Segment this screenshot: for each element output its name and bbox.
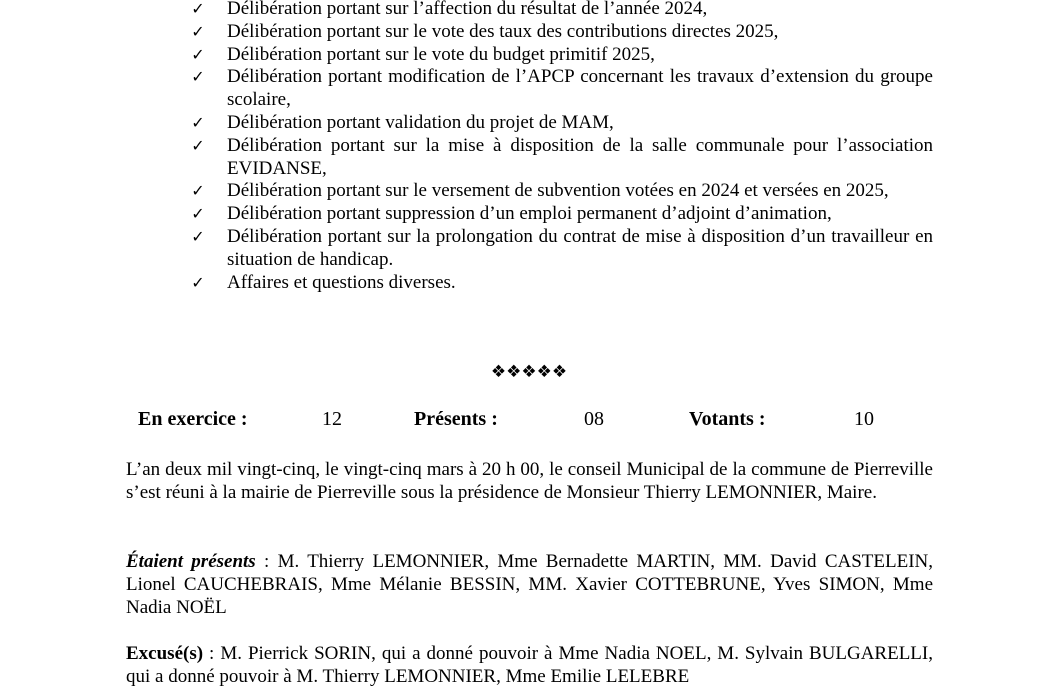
agenda-item: [0, 21, 1058, 44]
agenda-item: [0, 203, 1058, 226]
attendance-stats: [0, 408, 1058, 436]
checkmark-icon: ✓: [191, 21, 205, 41]
agenda-item-text: Délibération portant validation du projet de MAM,: [227, 111, 614, 133]
votants-value: 10: [854, 408, 874, 430]
checkmark-icon: ✓: [191, 272, 205, 292]
agenda-item-text: Délibération portant modification de l’APCP concernant les travaux d’extension du groupe scolaire,: [227, 66, 933, 111]
agenda-list: [0, 0, 1058, 294]
agenda-item: [0, 272, 1058, 295]
agenda-item-text: Délibération portant sur le vote des taux des contributions directes 2025,: [227, 20, 779, 42]
agenda-item-text: Affaires et questions diverses.: [227, 271, 456, 293]
checkmark-icon: ✓: [191, 44, 205, 64]
excuses-label: Excusé(s): [126, 643, 204, 664]
en-exercice-label: En exercice :: [138, 408, 248, 430]
excuses-paragraph: [126, 642, 933, 688]
presents-paragraph: [126, 550, 933, 619]
agenda-item-text: Délibération portant sur la mise à disposition de la salle communale pour l’association EVIDANSE,: [227, 134, 933, 179]
presents-text: : M. Thierry LEMONNIER, Mme Bernadette MARTIN, MM. David CASTELEIN, Lionel CAUCHEBRAIS, Mme Mélanie BESSIN, MM. Xavier COTTEBRUNE, Yves SIMON, Mme Nadia NOËL: [126, 551, 934, 618]
agenda-item: [0, 135, 1058, 181]
votants-label: Votants :: [689, 408, 766, 430]
checkmark-icon: ✓: [191, 135, 205, 155]
checkmark-icon: ✓: [191, 67, 205, 87]
presents-value: 08: [584, 408, 604, 430]
agenda-item-text: Délibération portant sur le vote du budget primitif 2025,: [227, 43, 655, 65]
checkmark-icon: ✓: [191, 204, 205, 224]
agenda-item-text: Délibération portant sur l’affection du résultat de l’année 2024,: [227, 0, 708, 19]
checkmark-icon: ✓: [191, 181, 205, 201]
presents-label: Étaient présents: [126, 551, 256, 572]
agenda-item: [0, 180, 1058, 203]
intro-paragraph: L’an deux mil vingt-cinq, le vingt-cinq mars à 20 h 00, le conseil Municipal de la commune de Pierreville s’est réuni à la mairie de Pierreville sous la présidence de Monsieur Thierry LEMONNIER, Maire.: [126, 459, 933, 503]
ornament-separator: ❖❖❖❖❖: [490, 362, 568, 382]
checkmark-icon: ✓: [191, 226, 205, 246]
agenda-item: [0, 66, 1058, 112]
agenda-item-text: Délibération portant sur la prolongation du contrat de mise à disposition d’un travailleur en situation de handicap.: [227, 225, 933, 270]
checkmark-icon: ✓: [191, 0, 205, 18]
agenda-item: [0, 226, 1058, 272]
agenda-item-text: Délibération portant sur le versement de subvention votées en 2024 et versées en 2025,: [227, 180, 889, 202]
agenda-item-text: Délibération portant suppression d’un emploi permanent d’adjoint d’animation,: [227, 203, 832, 225]
agenda-item: [0, 112, 1058, 135]
checkmark-icon: ✓: [191, 112, 205, 132]
en-exercice-value: 12: [322, 408, 342, 430]
agenda-item: [0, 0, 1058, 21]
presents-label: Présents :: [414, 408, 498, 430]
agenda-item: [0, 44, 1058, 67]
excuses-text: : M. Pierrick SORIN, qui a donné pouvoir à Mme Nadia NOEL, M. Sylvain BULGARELLI, qui a donné pouvoir à M. Thierry LEMONNIER, Mme Emilie LELEBRE: [126, 643, 933, 687]
